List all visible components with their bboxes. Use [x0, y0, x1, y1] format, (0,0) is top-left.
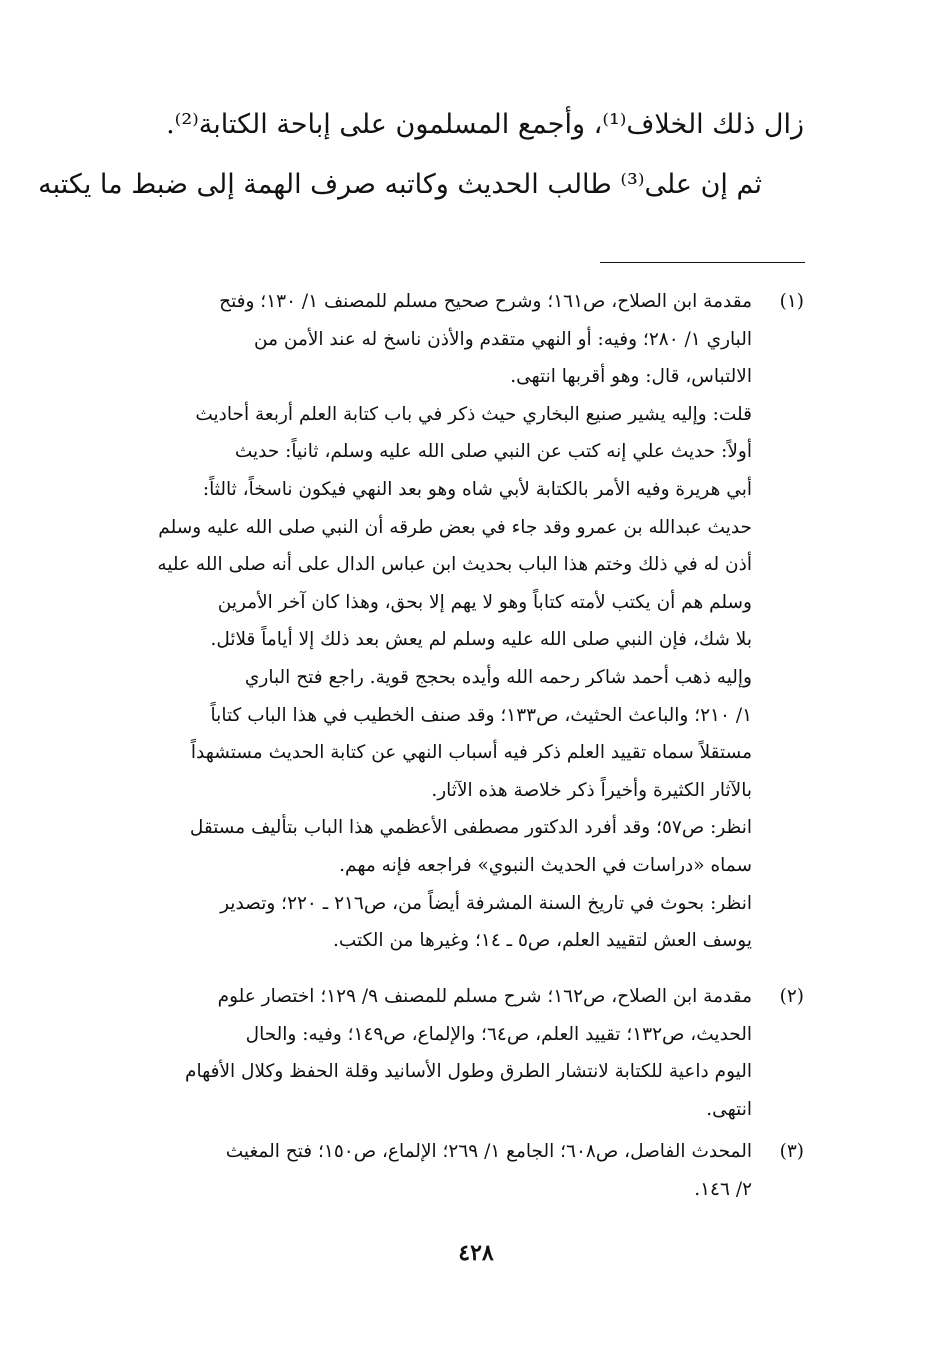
footnote-line: بالآثار الكثيرة وأخيراً ذكر خلاصة هذه الآثار.: [431, 779, 752, 801]
footnote-line: الالتباس، قال: وهو أقربها انتهى.: [510, 366, 752, 388]
footnote-line: قلت: وإليه يشير صنيع البخاري حيث ذكر في باب كتابة العلم أربعة أحاديث: [195, 403, 752, 425]
footnote-line: وسلم هم أن يكتب لأمته كتاباً وهو لا يهم إلا بحق، وهذا كان آخر الأمرين: [217, 591, 752, 613]
footnote-line: انظر: بحوث في تاريخ السنة المشرفة أيضاً من، ص٢١٦ ـ ٢٢٠؛ وتصدير: [220, 892, 752, 914]
footnote-3: [106, 1133, 804, 1208]
footnote-line: وإليه ذهب أحمد شاكر رحمه الله وأيده بحجج قوية. راجع فتح الباري: [244, 666, 752, 688]
main-text-line-1: زال ذلك الخلاف⁽¹⁾، وأجمع المسلمون على إباحة الكتابة⁽²⁾.: [166, 109, 804, 140]
footnote-line: ١/ ٢١٠؛ والباعث الحثيث، ص١٣٣؛ وقد صنف الخطيب في هذا الباب كتاباً: [210, 704, 752, 726]
footnote-line: يوسف العش لتقييد العلم، ص٥ ـ ١٤؛ وغيرها من الكتب.: [332, 930, 752, 952]
footnote-2: [106, 978, 804, 1128]
page-number: ٤٢٨: [458, 1240, 494, 1266]
footnote-line: حديث عبدالله بن عمرو وقد جاء في بعض طرقه أن النبي صلى الله عليه وسلم: [158, 516, 752, 538]
footnote-line: المحدث الفاصل، ص٦٠٨؛ الجامع ١/ ٢٦٩؛ الإلماع، ص١٥٠؛ فتح المغيث: [225, 1141, 752, 1162]
footnote-line: الحديث، ص١٣٢؛ تقييد العلم، ص٦٤؛ والإلماع، ص١٤٩؛ وفيه: والحال: [245, 1023, 752, 1045]
footnote-1: [106, 283, 804, 960]
footnote-line: مستقلاً سماه تقييد العلم ذكر فيه أسباب النهي عن كتابة الحديث مستشهداً: [190, 742, 752, 764]
footnote-line: مقدمة ابن الصلاح، ص١٦١؛ وشرح صحيح مسلم للمصنف ١/ ١٣٠؛ وفتح: [219, 291, 752, 312]
main-text-line-2: ثم إن على⁽³⁾ طالب الحديث وكاتبه صرف الهمة إلى ضبط ما يكتبه: [38, 169, 762, 200]
footnote-line: ٢/ ١٤٦.: [694, 1178, 752, 1200]
footnote-line: أولاً: حديث علي إنه كتب عن النبي صلى الله عليه وسلم، ثانياً: حديث: [234, 441, 752, 463]
footnote-number: (٣): [779, 1141, 804, 1162]
footnote-number: (١): [779, 291, 804, 312]
footnote-line: الباري ١/ ٢٨٠؛ وفيه: أو النهي متقدم والأذن ناسخ له عند الأمن من: [253, 328, 752, 350]
footnote-line: أذن له في ذلك وختم هذا الباب بحديث ابن عباس الدال على أنه صلى الله عليه: [157, 554, 752, 576]
footnote-line: بلا شك، فإن النبي صلى الله عليه وسلم لم يعش بعد ذلك إلا أياماً قلائل.: [210, 629, 752, 651]
footnote-number: (٢): [779, 986, 804, 1007]
footnote-line: سماه «دراسات في الحديث النبوي» فراجعه فإنه مهم.: [339, 854, 752, 876]
footnote-line: اليوم داعية للكتابة لانتشار الطرق وطول الأسانيد وقلة الحفظ وكلال الأفهام: [185, 1061, 752, 1083]
footnote-line: أبي هريرة وفيه الأمر بالكتابة لأبي شاه وهو بعد النهي فيكون ناسخاً، ثالثاً:: [202, 478, 752, 500]
footnote-separator: [600, 262, 805, 263]
footnote-line: مقدمة ابن الصلاح، ص١٦٢؛ شرح مسلم للمصنف ٩/ ١٢٩؛ اختصار علوم: [217, 986, 752, 1007]
footnote-line: انظر: ص٥٧؛ وقد أفرد الدكتور مصطفى الأعظمي هذا الباب بتأليف مستقل: [189, 817, 752, 839]
footnote-line: انتهى.: [706, 1098, 752, 1120]
